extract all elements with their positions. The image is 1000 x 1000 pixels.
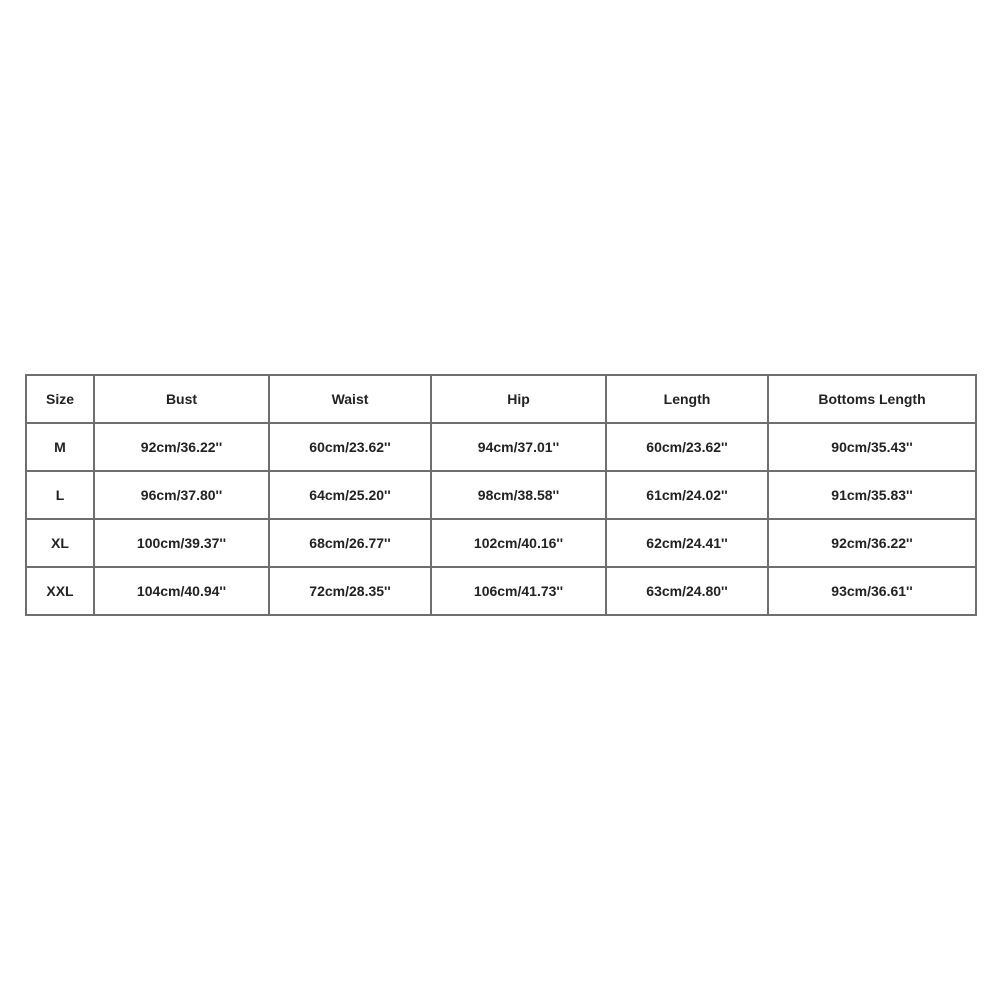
cell-bust: 92cm/36.22'' bbox=[94, 423, 269, 471]
header-length: Length bbox=[606, 375, 768, 423]
table-row bbox=[26, 471, 976, 519]
table-row bbox=[26, 567, 976, 615]
cell-length: 61cm/24.02'' bbox=[606, 471, 768, 519]
cell-size: XXL bbox=[26, 567, 94, 615]
cell-bottoms-length: 90cm/35.43'' bbox=[768, 423, 976, 471]
table-row bbox=[26, 519, 976, 567]
cell-hip: 106cm/41.73'' bbox=[431, 567, 606, 615]
cell-bottoms-length: 93cm/36.61'' bbox=[768, 567, 976, 615]
cell-hip: 102cm/40.16'' bbox=[431, 519, 606, 567]
cell-bottoms-length: 92cm/36.22'' bbox=[768, 519, 976, 567]
header-waist: Waist bbox=[269, 375, 431, 423]
header-hip: Hip bbox=[431, 375, 606, 423]
table-row bbox=[26, 423, 976, 471]
size-chart-table bbox=[25, 374, 977, 616]
cell-waist: 72cm/28.35'' bbox=[269, 567, 431, 615]
cell-length: 62cm/24.41'' bbox=[606, 519, 768, 567]
cell-waist: 60cm/23.62'' bbox=[269, 423, 431, 471]
cell-waist: 68cm/26.77'' bbox=[269, 519, 431, 567]
table-header-row bbox=[26, 375, 976, 423]
cell-size: L bbox=[26, 471, 94, 519]
cell-bust: 96cm/37.80'' bbox=[94, 471, 269, 519]
cell-length: 60cm/23.62'' bbox=[606, 423, 768, 471]
cell-size: M bbox=[26, 423, 94, 471]
header-bottoms-length: Bottoms Length bbox=[768, 375, 976, 423]
cell-bust: 104cm/40.94'' bbox=[94, 567, 269, 615]
header-size: Size bbox=[26, 375, 94, 423]
cell-length: 63cm/24.80'' bbox=[606, 567, 768, 615]
cell-hip: 98cm/38.58'' bbox=[431, 471, 606, 519]
header-bust: Bust bbox=[94, 375, 269, 423]
cell-hip: 94cm/37.01'' bbox=[431, 423, 606, 471]
cell-bottoms-length: 91cm/35.83'' bbox=[768, 471, 976, 519]
cell-size: XL bbox=[26, 519, 94, 567]
cell-waist: 64cm/25.20'' bbox=[269, 471, 431, 519]
cell-bust: 100cm/39.37'' bbox=[94, 519, 269, 567]
